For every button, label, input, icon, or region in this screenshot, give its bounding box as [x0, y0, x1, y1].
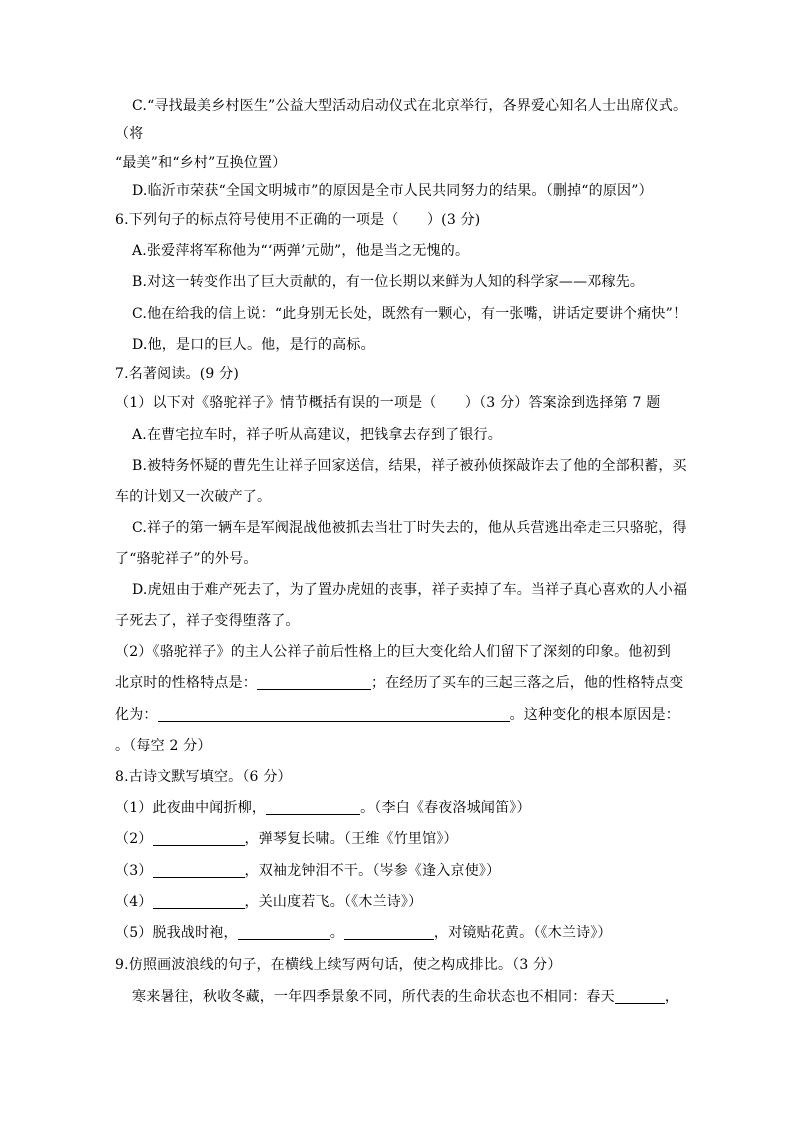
q7-2-text: （2）《骆驼祥子》的主人公祥子前后性格上的巨大变化给人们留下了深刻的印象。他初到	[115, 644, 671, 660]
q7-1-title: （1）以下对《骆驼祥子》情节概括有误的一项是（ ）（3 分）答案涂到选择第 7 题	[115, 395, 661, 411]
q8-item-3	[115, 861, 500, 881]
q8-item-4	[115, 892, 422, 912]
answer-blank[interactable]	[153, 894, 245, 909]
q9-comma: ，	[664, 989, 680, 1005]
q8-item-5-source: ，对镜贴花黄。（《木兰诗》）	[433, 925, 612, 941]
q8-item-5-text: （5）脱我战时袍，	[115, 925, 238, 941]
q9-text	[132, 987, 679, 1007]
q5-option-c-cont: （将	[115, 126, 144, 142]
q8-item-2-num: （2）	[115, 831, 153, 847]
q7-1-option-c: C.祥子的第一辆车是军阀混战他被抓去当壮丁时失去的，他从兵营逃出牵走三只骆驼，得	[132, 520, 687, 536]
q7-2-label-c: 化为：	[115, 707, 158, 723]
q7-2-line3	[115, 705, 680, 725]
q7-2-label-b: ；在经历了买车的三起三落之后，他的性格特点变	[371, 675, 684, 691]
q7-1-option-c-cont: 了“骆驼祥子”的外号。	[115, 551, 258, 567]
q5-option-c: C.“寻找最美乡村医生”公益大型活动启动仪式在北京举行，各界爱心知名人士出席仪式。	[132, 98, 688, 114]
answer-blank[interactable]	[153, 863, 245, 878]
q6-option-c: C.他在给我的信上说：“此身别无长处，既然有一颗心，有一张嘴，讲话定要讲个痛快”！	[132, 306, 688, 322]
q6-title: 6.下列句子的标点符号使用不正确的一项是（ ）(3 分)	[115, 212, 481, 228]
q8-item-5	[115, 923, 612, 943]
q8-item-1-source: 。（李白《春夜洛城闻笛》）	[360, 800, 531, 816]
answer-blank[interactable]	[153, 831, 245, 846]
q7-2-label-a: 北京时的性格特点是：	[115, 675, 257, 691]
q8-item-3-text: ，双袖龙钟泪不干。（岑参《逢入京使》）	[244, 863, 501, 879]
answer-blank[interactable]	[615, 989, 665, 1004]
q8-item-5-sep: 。	[329, 925, 344, 941]
q7-2-line4: 。（每空 2 分）	[115, 738, 212, 754]
answer-blank[interactable]	[344, 925, 434, 940]
q5-option-c-note: “最美”和“乡村”互换位置）	[115, 155, 287, 171]
q6-option-a: A.张爱萍将军称他为“‘两弹’元勋”，他是当之无愧的。	[132, 243, 470, 259]
q9-title: 9.仿照画波浪线的句子，在横线上续写两句话，使之构成排比。（3 分）	[115, 957, 562, 973]
q8-item-2	[115, 829, 458, 849]
q7-title: 7.名著阅读。(9 分)	[115, 366, 240, 382]
q8-item-1	[115, 798, 531, 818]
q8-item-4-text: ，关山度若飞。（《木兰诗》）	[244, 894, 423, 910]
q5-option-d: D.临沂市荣获“全国文明城市”的原因是全市人民共同努力的结果。（删掉“的原因”）	[132, 183, 653, 199]
q8-item-3-num: （3）	[115, 863, 153, 879]
q6-option-b: B.对这一转变作出了巨大贡献的，有一位长期以来鲜为人知的科学家——邓稼先。	[132, 274, 645, 290]
answer-blank[interactable]	[158, 707, 510, 722]
q8-item-2-text: ，弹琴复长啸。（王维《竹里馆》）	[244, 831, 458, 847]
answer-blank[interactable]	[266, 800, 360, 815]
q7-1-option-d: D.虎妞由于难产死去了，为了置办虎妞的丧事，祥子卖掉了车。当祥子真心喜欢的人小福	[132, 582, 688, 598]
answer-blank[interactable]	[238, 925, 330, 940]
q7-1-option-b: B.被特务怀疑的曹先生让祥子回家送信，结果，祥子被孙侦探敲诈去了他的全部积蓄，买	[132, 458, 687, 474]
q9-prompt: 寒来暑往，秋收冬藏，一年四季景象不同，所代表的生命状态也不相同：春天	[132, 989, 615, 1005]
answer-blank[interactable]	[257, 675, 371, 690]
q8-item-1-text: （1）此夜曲中闻折柳，	[115, 800, 267, 816]
q8-item-4-num: （4）	[115, 894, 153, 910]
q7-1-option-b-cont: 车的计划又一次破产了。	[115, 489, 272, 505]
q7-1-option-a: A.在曹宅拉车时，祥子听从高建议，把钱拿去存到了银行。	[132, 427, 502, 443]
q7-2-line2	[115, 673, 683, 693]
q7-1-option-d-cont: 子死去了，祥子变得堕落了。	[115, 613, 300, 629]
q8-title: 8.古诗文默写填空。（6 分）	[115, 769, 292, 785]
q7-2-label-d: 。这种变化的根本原因是：	[509, 707, 681, 723]
q6-option-d: D.他，是口的巨人。他，是行的高标。	[132, 337, 375, 353]
